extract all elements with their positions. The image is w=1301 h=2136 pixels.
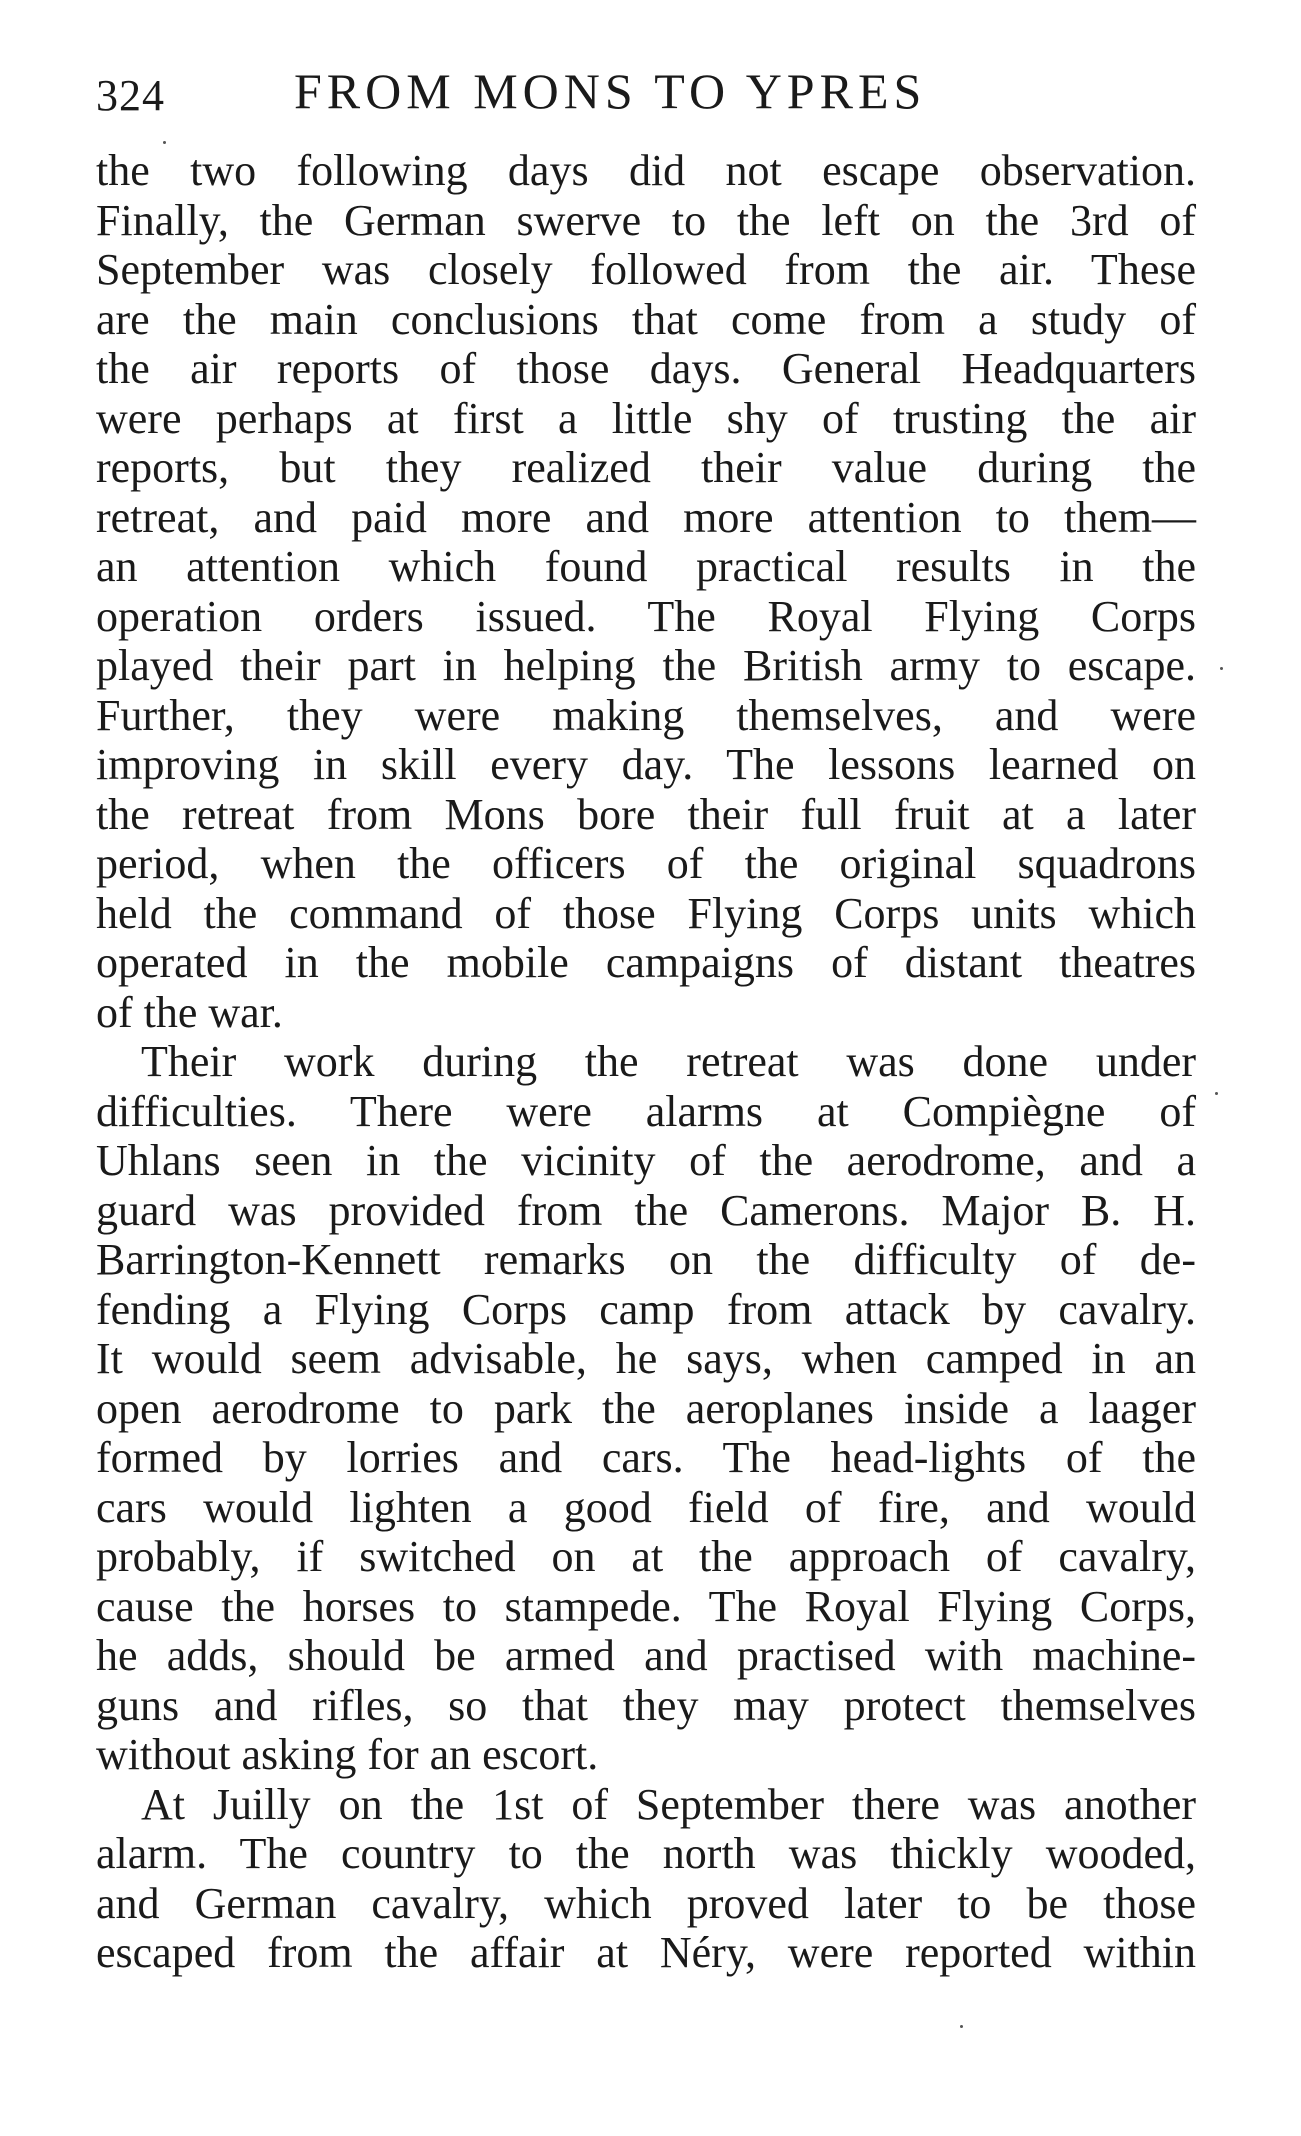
running-title: FROM MONS TO YPRES	[294, 63, 927, 119]
text-line: the air reports of those days. General Headquarters	[96, 344, 1196, 393]
text-line: of the war.	[96, 987, 283, 1037]
text-line: he adds, should be armed and practised with machine-	[96, 1631, 1196, 1680]
print-speck	[960, 2025, 963, 2028]
text-line: Finally, the German swerve to the left on the 3rd of	[96, 195, 1196, 245]
print-speck	[163, 141, 166, 144]
text-line: played their part in helping the British army to escape.	[96, 641, 1196, 690]
text-line: cars would lighten a good field of fire, and would	[96, 1482, 1196, 1532]
text-line: the two following days did not escape observation.	[96, 146, 1196, 195]
book-page	[96, 62, 1196, 1978]
paragraph-1	[96, 146, 1196, 1037]
text-line: period, when the officers of the original squadrons	[96, 839, 1196, 888]
print-speck	[1215, 1092, 1218, 1095]
text-line: an attention which found practical results in the	[96, 542, 1196, 591]
text-line: fending a Flying Corps camp from attack by cavalry.	[96, 1284, 1196, 1334]
text-line: held the command of those Flying Corps units which	[96, 888, 1196, 938]
text-line: difficulties. There were alarms at Compiègne of	[96, 1086, 1196, 1136]
print-speck	[1220, 667, 1223, 670]
text-line: guns and rifles, so that they may protect themselves	[96, 1680, 1196, 1730]
text-line: open aerodrome to park the aeroplanes inside a laager	[96, 1383, 1196, 1433]
text-line: Barrington-Kennett remarks on the difficulty of de-	[96, 1235, 1196, 1284]
text-line: were perhaps at first a little shy of trusting the air	[96, 393, 1196, 443]
text-line: September was closely followed from the air. These	[96, 245, 1196, 294]
running-head	[96, 62, 1196, 132]
text-line: Their work during the retreat was done under	[141, 1037, 1196, 1086]
text-line: operation orders issued. The Royal Flying Corps	[96, 591, 1196, 641]
text-line: and German cavalry, which proved later to be those	[96, 1878, 1196, 1928]
paragraph-2	[96, 1037, 1196, 1780]
page-number: 324	[96, 71, 165, 120]
text-line: guard was provided from the Camerons. Major B. H.	[96, 1185, 1196, 1235]
text-line: At Juilly on the 1st of September there was another	[141, 1779, 1196, 1829]
text-line: alarm. The country to the north was thickly wooded,	[96, 1829, 1196, 1878]
text-line: are the main conclusions that come from a study of	[96, 294, 1196, 344]
text-line: It would seem advisable, he says, when camped in an	[96, 1334, 1196, 1383]
text-line: formed by lorries and cars. The head-lights of the	[96, 1433, 1196, 1482]
text-line: Further, they were making themselves, and were	[96, 690, 1196, 740]
text-line: cause the horses to stampede. The Royal Flying Corps,	[96, 1581, 1196, 1631]
text-line: Uhlans seen in the vicinity of the aerodrome, and a	[96, 1136, 1196, 1185]
text-line: improving in skill every day. The lessons learned on	[96, 740, 1196, 789]
text-line: reports, but they realized their value during the	[96, 443, 1196, 492]
text-line: operated in the mobile campaigns of distant theatres	[96, 938, 1196, 987]
text-line: escaped from the affair at Néry, were reported within	[96, 1928, 1196, 1977]
text-line: the retreat from Mons bore their full fruit at a later	[96, 789, 1196, 839]
text-line: probably, if switched on at the approach of cavalry,	[96, 1532, 1196, 1581]
paragraph-3	[96, 1780, 1196, 1978]
text-line: without asking for an escort.	[96, 1730, 599, 1779]
text-line: retreat, and paid more and more attention to them—	[96, 492, 1196, 542]
